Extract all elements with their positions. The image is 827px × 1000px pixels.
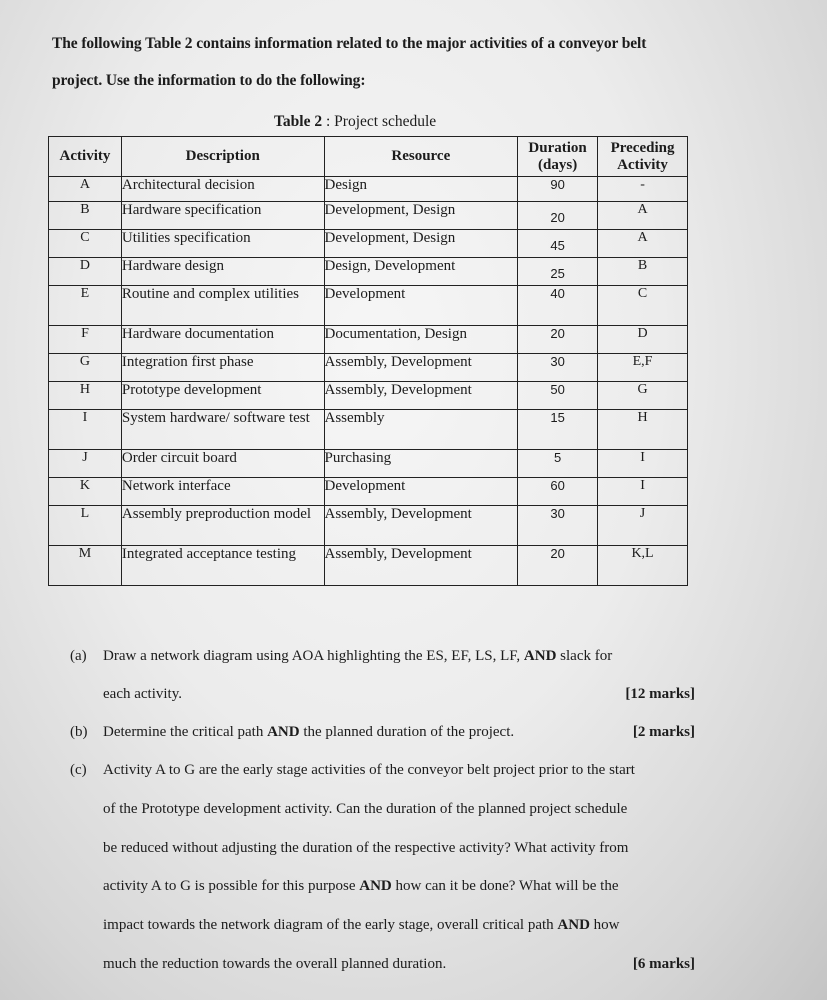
intro-line-2: project. Use the information to do the following: xyxy=(52,72,366,89)
question-a-label: (a) xyxy=(70,648,87,664)
cell-resource: Purchasing xyxy=(324,450,518,478)
cell-activity: K xyxy=(49,478,122,506)
cell-activity: M xyxy=(49,546,122,586)
cell-preceding: A xyxy=(598,230,688,258)
table-row xyxy=(49,177,688,202)
question-c-line-2: of the Prototype development activity. Can the duration of the planned project schedule xyxy=(103,801,628,817)
table-row xyxy=(49,546,688,586)
cell-preceding: E,F xyxy=(598,354,688,382)
header-duration: Duration (days) xyxy=(518,137,598,177)
cell-activity: H xyxy=(49,382,122,410)
table-row xyxy=(49,258,688,286)
cell-description: Utilities specification xyxy=(121,230,324,258)
table-row xyxy=(49,506,688,546)
cell-preceding: I xyxy=(598,450,688,478)
cell-duration: 5 xyxy=(518,450,598,478)
header-description: Description xyxy=(121,137,324,177)
cell-duration: 90 xyxy=(518,177,598,202)
cell-description: Hardware specification xyxy=(121,202,324,230)
cell-resource: Documentation, Design xyxy=(324,326,518,354)
table-row xyxy=(49,478,688,506)
question-b-text: Determine the critical path AND the planned duration of the project. xyxy=(103,724,515,740)
cell-preceding: A xyxy=(598,202,688,230)
cell-preceding: - xyxy=(598,177,688,202)
cell-description: Network interface xyxy=(121,478,324,506)
cell-duration: 60 xyxy=(518,478,598,506)
cell-activity: I xyxy=(49,410,122,450)
cell-activity: L xyxy=(49,506,122,546)
table-row xyxy=(49,286,688,326)
cell-description: Prototype development xyxy=(121,382,324,410)
cell-activity: F xyxy=(49,326,122,354)
table-caption: Table 2 : Project schedule xyxy=(274,113,437,130)
table-row xyxy=(49,410,688,450)
cell-resource: Assembly, Development xyxy=(324,506,518,546)
cell-description: Integrated acceptance testing xyxy=(121,546,324,586)
project-schedule-table xyxy=(48,136,688,586)
question-c-line-3: be reduced without adjusting the duration of the respective activity? What activity from xyxy=(103,840,629,856)
table-row xyxy=(49,354,688,382)
table-row xyxy=(49,230,688,258)
question-c-line-1: Activity A to G are the early stage activities of the conveyor belt project prior to the start xyxy=(103,762,635,778)
cell-resource: Development, Design xyxy=(324,230,518,258)
cell-resource: Assembly, Development xyxy=(324,354,518,382)
table-row xyxy=(49,450,688,478)
cell-resource: Development xyxy=(324,286,518,326)
table-header-row xyxy=(49,137,688,177)
cell-duration: 20 xyxy=(518,326,598,354)
cell-preceding: B xyxy=(598,258,688,286)
cell-duration: 40 xyxy=(518,286,598,326)
cell-activity: B xyxy=(49,202,122,230)
question-c-line-5: impact towards the network diagram of the early stage, overall critical path AND how xyxy=(103,917,620,933)
intro-line-1: The following Table 2 contains information related to the major activities of a conveyor belt xyxy=(52,35,647,52)
cell-duration: 15 xyxy=(518,410,598,450)
cell-description: Hardware design xyxy=(121,258,324,286)
cell-activity: C xyxy=(49,230,122,258)
cell-preceding: K,L xyxy=(598,546,688,586)
cell-description: System hardware/ software test xyxy=(121,410,324,450)
question-a-text: Draw a network diagram using AOA highlighting the ES, EF, LS, LF, AND slack for xyxy=(103,648,613,664)
header-activity: Activity xyxy=(49,137,122,177)
cell-activity: J xyxy=(49,450,122,478)
cell-activity: E xyxy=(49,286,122,326)
cell-duration: 30 xyxy=(518,506,598,546)
cell-activity: G xyxy=(49,354,122,382)
table-row xyxy=(49,202,688,230)
cell-duration: 50 xyxy=(518,382,598,410)
cell-activity: D xyxy=(49,258,122,286)
cell-preceding: I xyxy=(598,478,688,506)
cell-resource: Design, Development xyxy=(324,258,518,286)
cell-preceding: D xyxy=(598,326,688,354)
cell-description: Order circuit board xyxy=(121,450,324,478)
question-b-marks: [2 marks] xyxy=(632,724,695,740)
question-a-line-2: each activity. xyxy=(103,686,182,702)
cell-resource: Development xyxy=(324,478,518,506)
question-b-label: (b) xyxy=(70,724,88,740)
cell-activity: A xyxy=(49,177,122,202)
cell-duration: 45 xyxy=(518,230,598,258)
cell-resource: Design xyxy=(324,177,518,202)
table-row xyxy=(49,382,688,410)
cell-preceding: J xyxy=(598,506,688,546)
question-c-label: (c) xyxy=(70,762,87,778)
cell-description: Hardware documentation xyxy=(121,326,324,354)
cell-preceding: G xyxy=(598,382,688,410)
question-a-marks: [12 marks] xyxy=(625,686,695,702)
cell-duration: 25 xyxy=(518,258,598,286)
question-c-line-4: activity A to G is possible for this purpose AND how can it be done? What will be the xyxy=(103,878,619,894)
cell-description: Integration first phase xyxy=(121,354,324,382)
cell-duration: 20 xyxy=(518,202,598,230)
cell-resource: Assembly xyxy=(324,410,518,450)
cell-preceding: C xyxy=(598,286,688,326)
cell-resource: Development, Design xyxy=(324,202,518,230)
cell-description: Routine and complex utilities xyxy=(121,286,324,326)
cell-duration: 30 xyxy=(518,354,598,382)
question-c-line-6: much the reduction towards the overall planned duration. xyxy=(103,956,447,972)
question-c-marks: [6 marks] xyxy=(632,956,695,972)
table-row xyxy=(49,326,688,354)
header-preceding: Preceding Activity xyxy=(598,137,688,177)
cell-resource: Assembly, Development xyxy=(324,382,518,410)
cell-resource: Assembly, Development xyxy=(324,546,518,586)
cell-preceding: H xyxy=(598,410,688,450)
cell-description: Assembly preproduction model xyxy=(121,506,324,546)
cell-description: Architectural decision xyxy=(121,177,324,202)
cell-duration: 20 xyxy=(518,546,598,586)
header-resource: Resource xyxy=(324,137,518,177)
